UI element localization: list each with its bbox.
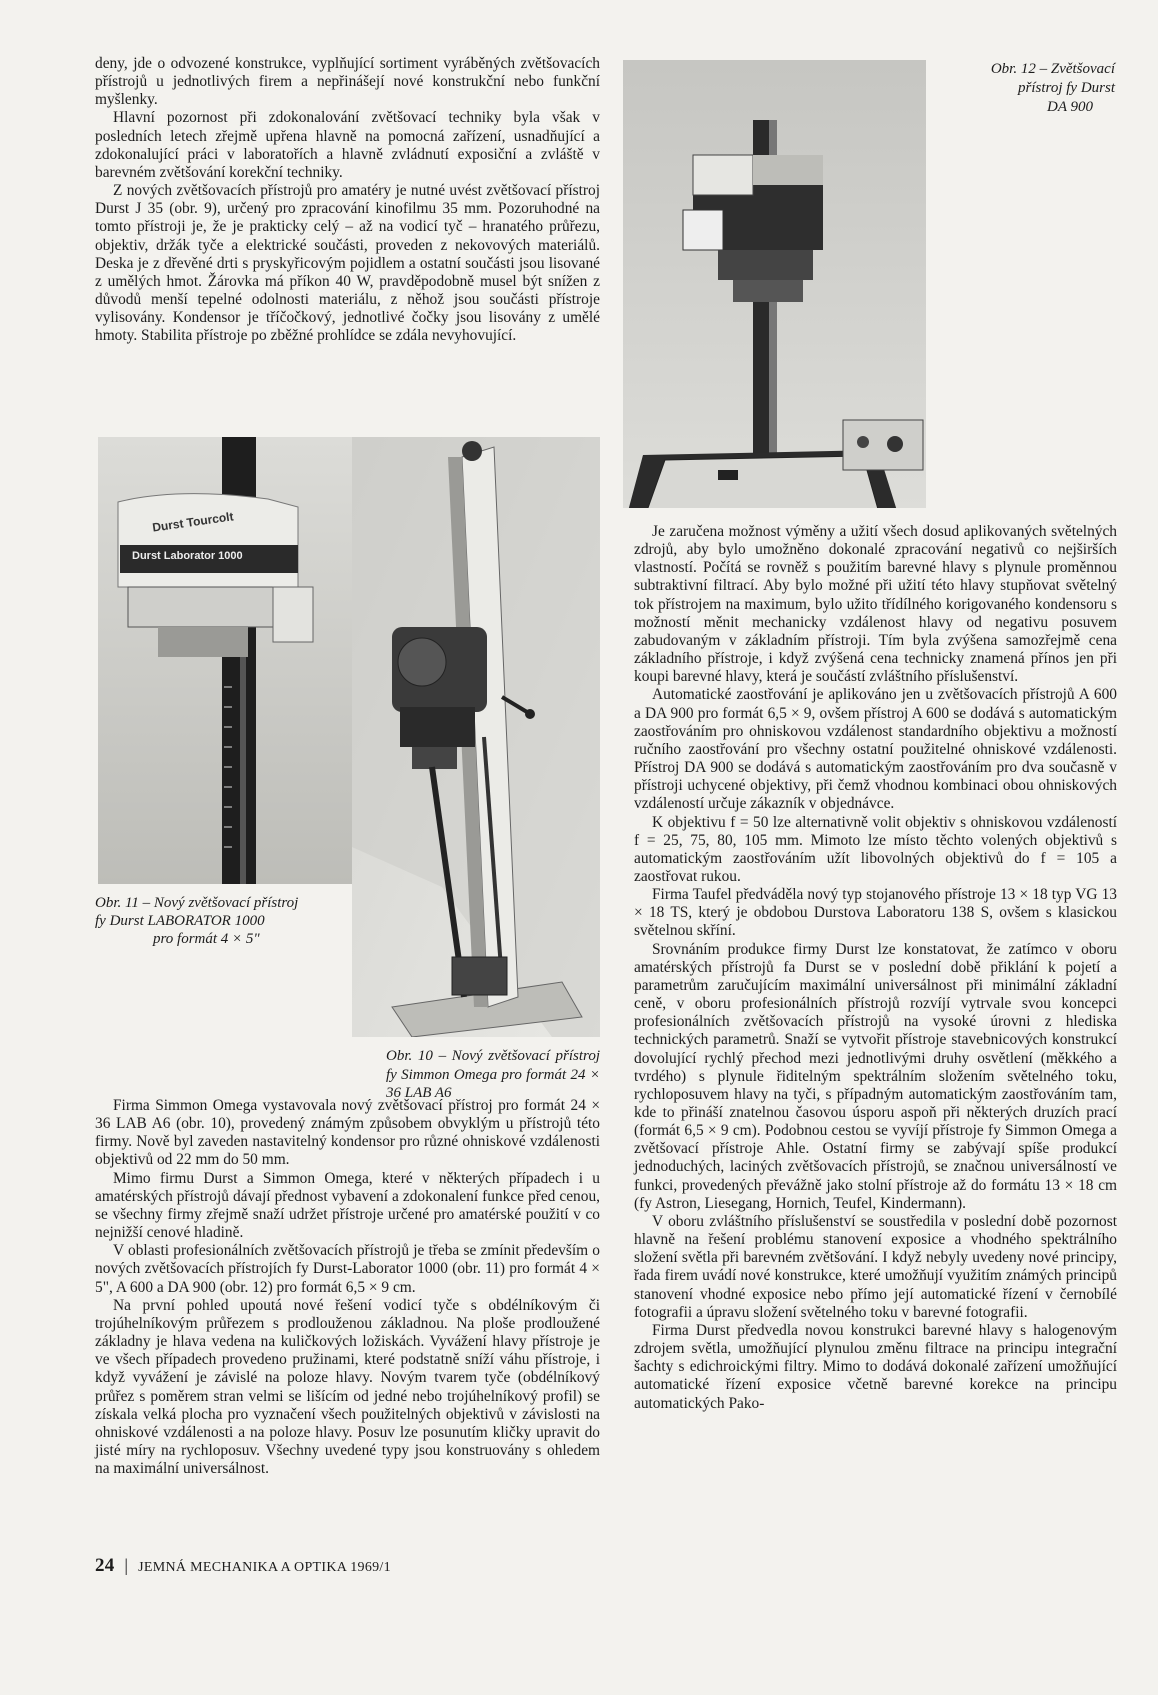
paragraph: Je zaručena možnost výměny a užití všech dosud aplikovaných světelných zdrojů, aby bylo umožněno dokonalé zpracování negativů co nejširších vlastností. Počítá se rovněž s použitím barevné hlavy s plynule proměnnou subtraktivní filtrací. Aby bylo možné při užití této hlavy stupňovat světelný tok přístrojem na maximum, bylo užito třídílného korigovaného kondensoru s možností měnit mechanicky vzdálenost hlavy od negativu posuvem zabudovaným v základním přístroji. Tím byla zvýšena samozřejmě cena základního přístroje, i když zvýšená cena technicky znamená přínos jen při koupi barevné hlavy, která je součástí zvláštního příslušenství. xyxy=(634,523,1117,686)
photo-label: Durst Laborator 1000 xyxy=(132,550,243,562)
paragraph: Z nových zvětšovacích přístrojů pro amatéry je nutné uvést zvětšovací přístroj Durst J 35 (obr. 9), určený pro zpracování kinofilmu 35 mm. Pozoruhodné na tomto přístroji je, že je prakticky celý – až na vodicí tyč – hranatého průřezu, objektiv, držák tyče a elektrické součásti, proveden z nekovových materiálů. Deska je z dřevěné drti s pryskyřicovým pojidlem a ostatní součásti jsou lisované z umělých hmot. Žárovka má příkon 40 W, pravděpodobně musel být snížen z důvodů menší tepelné odolnosti materiálu, z něhož jsou součásti přístroje vylisovány. Kondensor je tříčočkový, jednotlivé čočky jsou lisovány z umělé hmoty. Stabilita přístroje po zběžné prohlídce se zdála nevyhovující. xyxy=(95,182,600,345)
photo-simmon-omega-lab-a6 xyxy=(352,437,600,1037)
paragraph: Firma Durst předvedla novou konstrukci barevné hlavy s halogenovým zdrojem světla, umožňující plynulou změnu filtrace na principu integrační šachty s edichroickými filtry. Mimo to dodává dokonalé zařízení umožňující automatické řízení exposice včetně barevné korekce na principu automatických Pako- xyxy=(634,1321,1117,1412)
paragraph: Hlavní pozornost při zdokonalování zvětšovací techniky byla však v posledních letech zřejmě upřena hlavně na pomocná zařízení, usnadňující a zdokonalující práci v laboratořích a hlavně zvládnutí exposiční a zvláště v barevném zvětšování korekční techniky. xyxy=(95,109,600,181)
left-column-bottom xyxy=(95,1097,600,1478)
journal-title: JEMNÁ MECHANIKA A OPTIKA 1969/1 xyxy=(138,1560,391,1575)
caption-line: Obr. 11 – Nový zvětšovací přístroj xyxy=(95,895,299,911)
page-number: 24 xyxy=(95,1555,115,1576)
paragraph: Srovnáním produkce firmy Durst lze konstatovat, že zatímco v oboru amatérských přístrojů fa Durst se v poslední době přiklání k pojetí a parametrům zaručujícím maximální universálnost při minimální základní ceně, v oboru profesionálních přístrojů rozvíjí vytrvale svou koncepci profesionálních zvětšovacích přístrojů na vysoké úrovni z hlediska technických parametrů. Snaží se vytvořit přístroje stavebnicových konstrukcí dovolující rychlý přechod mezi jednotlivými druhy osvětlení (měkkého a tvrdého) s plynule řiditelným spektrálním složením světelného toku, rychloposuvem hlavy na tyči, s případným automatickým zaostřováním tam, kde to přináší znatelnou časovou úsporu aspoň při některých druzích prací (formát 6,5 × 9 cm). Podobnou cestou se vyvíjí přístroje fy Simmon Omega a zvětšovací přístroje Ahle. Ostatní firmy se zabývají spíše produkcí jednoduchých, laciných zvětšovacích přístrojů, se značnou universálností ve funkci, provedených převážně jako stolní přístroje až do formátu 13 × 18 cm (fy Astron, Liesegang, Hornich, Teufel, Kindermann). xyxy=(634,940,1117,1212)
caption-line: fy Durst LABORATOR 1000 xyxy=(95,913,265,929)
caption-obr-12 xyxy=(900,60,1115,117)
paragraph: Mimo firmu Durst a Simmon Omega, které v některých případech i u amatérských přístrojů dávají přednost vybavení a zdokonalení funkce před cenou, se všechny firmy zřejmě snaží udržet přístroje určené pro amatérské použití v co nejnižší cenové hladině. xyxy=(95,1169,600,1242)
paragraph: Firma Taufel předváděla nový typ stojanového přístroje 13 × 18 typ VG 13 × 18 TS, který je obdobou Durstova Laboratoru 138 S, ovšem s klasickou světelnou skříní. xyxy=(634,886,1117,940)
caption-line: DA 900 xyxy=(1047,99,1093,115)
photo-durst-laborator-1000 xyxy=(98,437,353,884)
caption-line: Obr. 12 – Zvětšovací xyxy=(990,61,1115,77)
footer-divider: | xyxy=(124,1555,129,1575)
paragraph: V oblasti profesionálních zvětšovacích přístrojů je třeba se zmínit především o nových zvětšovacích přístrojích fy Durst-Laborator 1000 (obr. 11) pro formát 4 × 5", A 600 a DA 900 (obr. 12) pro formát 6,5 × 9 cm. xyxy=(95,1242,600,1296)
paragraph: Firma Simmon Omega vystavovala nový zvětšovací přístroj pro formát 24 × 36 LAB A6 (obr. 10), provedený známým způsobem obvyklým u přístrojů této firmy. Nově byl zaveden nastavitelný kondensor pro různé ohniskové vzdálenosti objektivů od 22 mm do 50 mm. xyxy=(95,1097,600,1169)
paragraph: deny, jde o odvozené konstrukce, vyplňující sortiment vyráběných zvětšovacích přístrojů u jednotlivých firem a nepřinášejí nové konstrukční nebo funkční myšlenky. xyxy=(95,55,600,109)
page-footer xyxy=(95,1555,391,1577)
photo-durst-da-900 xyxy=(623,60,926,508)
caption-line: pro formát 4 × 5" xyxy=(153,931,260,947)
right-column xyxy=(634,523,1117,1413)
caption-obr-10: Obr. 10 – Nový zvětšovací přístroj fy Simmon Omega pro formát 24 × 36 LAB A6 xyxy=(386,1048,600,1101)
caption-obr-11 xyxy=(95,894,355,948)
paragraph: Na první pohled upoutá nové řešení vodicí tyče s obdélníkovým či trojúhelníkovým průřezem s prodlouženou základnou. Na ploše prodloužené základny je hlava vedena na kuličkových ložiskách. Vyvážení hlavy přístroje je ve všech případech provedeno pružinami, které podstatně sníží váhu přístroje, i když vyvážení je závislé na poloze hlavy. Novým tvarem tyče (obdélníkový průřez s poměrem stran velmi se lišícím od jedné nebo trojúhelníkový profil) se získala velká plocha pro vyznačení všech použitelných objektivů v závislosti na ohniskové vzdálenosti a na poloze hlavy. Posuv lze posunutím kličky upravit do jisté míry na rychloposuv. Všechny uvedené typy jsou konstruovány s ohledem na maximální universálnost. xyxy=(95,1296,600,1478)
left-column-top xyxy=(95,55,600,346)
paragraph: Automatické zaostřování je aplikováno jen u zvětšovacích přístrojů A 600 a DA 900 pro formát 6,5 × 9, ovšem přístroj A 600 se dodává s automatickým zaostřováním pro ohniskovou vzdálenost standardního objektivu a možností ručního zaostřování pro všechny ostatní použitelné ohniskové vzdálenosti. Přístroj DA 900 se dodává s automatickým zaostřováním pro dva současně v přístroji uchycené objektivy, při čemž vhodnou kombinaci obou ohniskových vzdáleností určuje zákazník v objednávce. xyxy=(634,686,1117,813)
photo-label: Durst Tourcolt xyxy=(151,509,235,535)
paragraph: K objektivu f = 50 lze alternativně volit objektiv s ohniskovou vzdáleností f = 25, 75, 80, 105 mm. Mimoto lze místo těchto volených objektivů s automatickým zaostřováním užít libovolných objektivů do f = 105 a zaostřovat rukou. xyxy=(634,813,1117,885)
caption-line: přístroj fy Durst xyxy=(1018,80,1115,96)
paragraph: V oboru zvláštního příslušenství se soustředila v poslední době pozornost hlavně na řešení problému stanovení exposice a vhodného spektrálního složení světla při barevném zvětšování. I když nebyly uvedeny nové principy, řada firem uvádí nové konstrukce, které umožňují využitím známých principů stanovení vhodné exposice nebo přímo její automatické řízení v černobílé fotografii a úpravu složení světelného toku v barevné fotografii. xyxy=(634,1212,1117,1321)
